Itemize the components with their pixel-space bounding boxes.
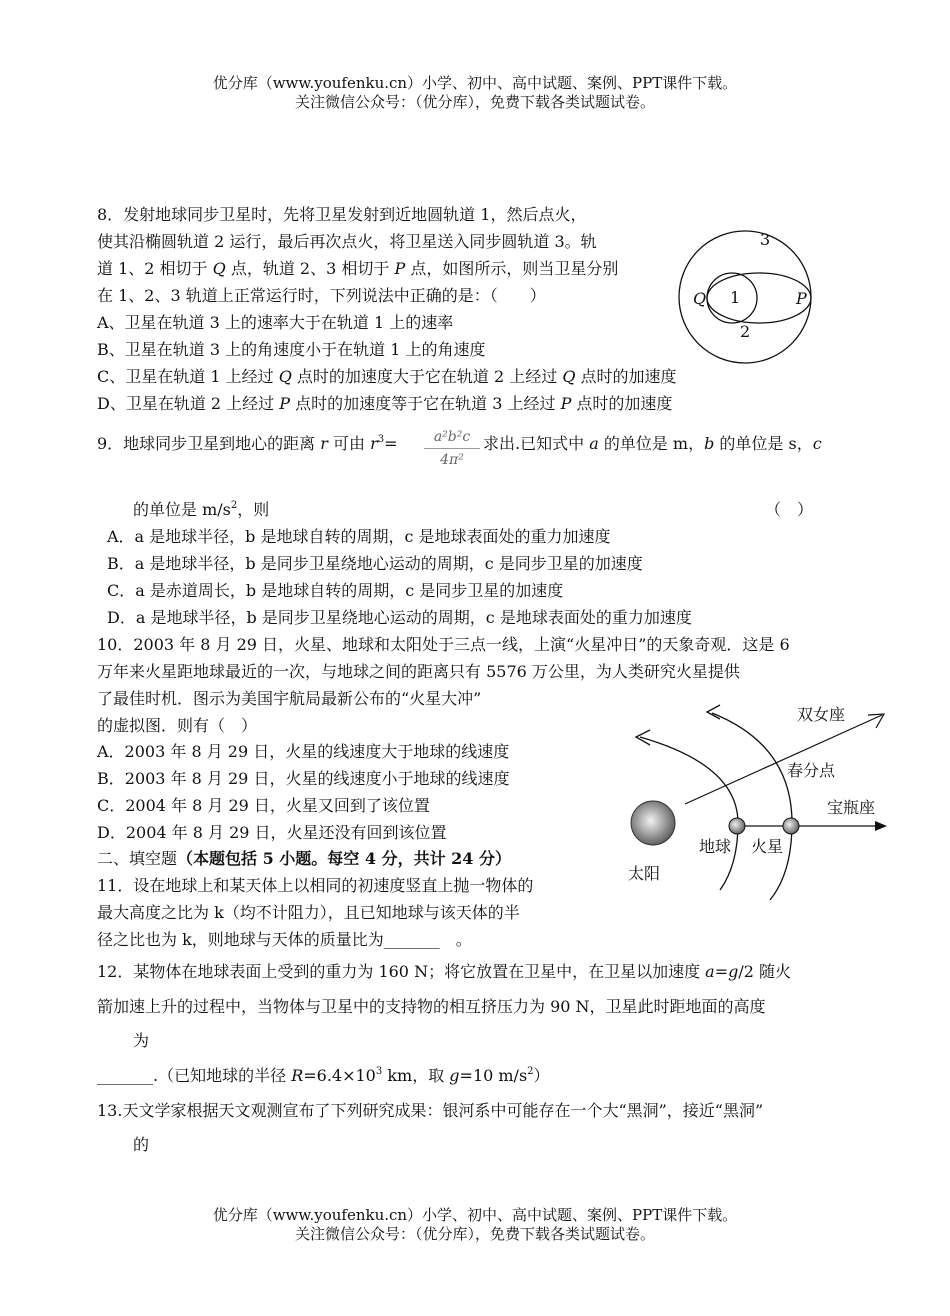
q10-line-2: 万年来火星距地球最近的一次，与地球之间的距离只有 5576 万公里，为人类研究火星提供	[97, 662, 740, 681]
orbit-label-q: Q	[693, 289, 707, 308]
q13-line-1: 13.天文学家根据天文观测宣布了下列研究成果：银河系中可能存在一个大“黑洞”，接近“黑洞”	[97, 1101, 764, 1120]
q10-option-b: B．2003 年 8 月 29 日，火星的线速度小于地球的线速度	[97, 769, 510, 788]
fraction-denominator: 4π²	[424, 448, 480, 471]
q8-option-d: D、卫星在轨道 2 上经过 P 点时的加速度等于它在轨道 3 上经过 P 点时的加速度	[97, 394, 673, 413]
label-equinox: 春分点	[787, 761, 836, 780]
header-line-2: 关注微信公众号：（优分库），免费下载各类试题试卷。	[294, 93, 655, 111]
q8-line-3: 道 1、2 相切于 Q 点，轨道 2、3 相切于 P 点，如图所示，则当卫星分别	[97, 259, 619, 278]
q10-line-1: 10．2003 年 8 月 29 日，火星、地球和太阳处于三点一线，上演“火星冲日”的天象奇观．这是 6	[97, 635, 790, 654]
q8-option-a: A、卫星在轨道 3 上的速率大于在轨道 1 上的速率	[97, 313, 454, 332]
q9-option-d: D．a 是地球半径，b 是同步卫星绕地心运动的周期，c 是地球表面处的重力加速度	[107, 608, 692, 627]
q8-line-2: 使其沿椭圆轨道 2 运行，最后再次点火，将卫星送入同步圆轨道 3。轨	[97, 232, 597, 251]
footer-line-1: 优分库（www.youfenku.cn）小学、初中、高中试题、案例、PPT课件下载。	[212, 1206, 738, 1224]
q9-fraction	[424, 428, 480, 471]
earth-icon	[729, 818, 745, 834]
q9-stem: 9．地球同步卫星到地心的距离 r 可由 $r^3=$	[97, 434, 398, 453]
section-2-heading: 二、填空题（本题包括 5 小题。每空 4 分，共计 24 分）	[97, 849, 511, 868]
q13-line-2: 的	[133, 1135, 150, 1154]
q12-line-1: 12．某物体在地球表面上受到的重力为 160 N；将它放置在卫星中，在卫星以加速度 a=g/2 随火	[97, 962, 792, 981]
label-sun: 太阳	[628, 864, 661, 883]
q12-line-4: _______.（已知地球的半径 $R=6.4\times 10^3$ km，取 g=10 $m/s^2$）	[97, 1066, 550, 1085]
q9-answer-paren: （ ）	[765, 500, 814, 519]
q9-option-b: B．a 是地球半径，b 是同步卫星绕地心运动的周期，c 是同步卫星的加速度	[107, 554, 643, 573]
orbit-label-p: P	[796, 289, 807, 308]
orbit-label-1: 1	[730, 288, 741, 307]
q11-line-3: 径之比也为 k，则地球与天体的质量比为_______ 。	[97, 930, 472, 949]
q8-option-c: C、卫星在轨道 1 上经过 Q 点时的加速度大于它在轨道 2 上经过 Q 点时的加速度	[97, 367, 677, 386]
aquarius-arrowhead	[875, 821, 887, 831]
q10-line-4: 的虚拟图．则有（ ）	[97, 716, 258, 735]
mars-orbit-arrowhead	[707, 705, 720, 719]
q10-option-a: A．2003 年 8 月 29 日，火星的线速度大于地球的线速度	[97, 742, 510, 761]
q12-line-2: 箭加速上升的过程中，当物体与卫星中的支持物的相互挤压力为 90 N，卫星此时距地面的高度	[97, 997, 766, 1016]
footer-line-2: 关注微信公众号：（优分库），免费下载各类试题试卷。	[294, 1225, 655, 1243]
q9-unit-line: 的单位是 $m/s^2$，则	[133, 500, 270, 519]
orbit-label-2: 2	[740, 322, 751, 341]
q10-line-3: 了最佳时机．图示为美国宇航局最新公布的“火星大冲”	[97, 689, 482, 708]
label-virgo: 双女座	[797, 705, 846, 724]
sun-icon	[631, 801, 675, 845]
q9-option-c: C．a 是赤道周长，b 是地球自转的周期，c 是同步卫星的加速度	[107, 581, 564, 600]
fraction-numerator: a²b²c	[433, 429, 471, 445]
q8-line-4: 在 1、2、3 轨道上正常运行时，下列说法中正确的是：（ ）	[97, 286, 546, 305]
q10-option-c: C．2004 年 8 月 29 日，火星又回到了该位置	[97, 796, 430, 815]
q9-option-a: A．a 是地球半径，b 是地球自转的周期，c 是地球表面处的重力加速度	[107, 527, 611, 546]
virgo-arrowhead	[868, 714, 884, 728]
q12-line-3: 为	[133, 1031, 150, 1050]
mars-orbit-arc	[712, 713, 792, 900]
q11-line-2: 最大高度之比为 k（均不计阻力），且已知地球与该天体的半	[97, 903, 520, 922]
label-aquarius: 宝瓶座	[827, 798, 876, 817]
q10-option-d: D．2004 年 8 月 29 日，火星还没有回到该位置	[97, 823, 447, 842]
label-mars: 火星	[751, 837, 784, 856]
header-line-1: 优分库（www.youfenku.cn）小学、初中、高中试题、案例、PPT课件下载。	[212, 74, 738, 92]
q9-stem-continued: 求出.已知式中 a 的单位是 m，b 的单位是 s，c	[483, 434, 822, 453]
mars-icon	[783, 818, 799, 834]
orbit-label-3: 3	[760, 230, 771, 249]
q8-option-b: B、卫星在轨道 3 上的角速度小于在轨道 1 上的角速度	[97, 340, 486, 359]
q8-line-1: 8．发射地球同步卫星时，先将卫星发射到近地圆轨道 1，然后点火，	[97, 205, 587, 224]
q11-line-1: 11．设在地球上和某天体上以相同的初速度竖直上抛一物体的	[97, 876, 534, 895]
label-earth: 地球	[699, 837, 732, 856]
virgo-line	[685, 715, 882, 804]
